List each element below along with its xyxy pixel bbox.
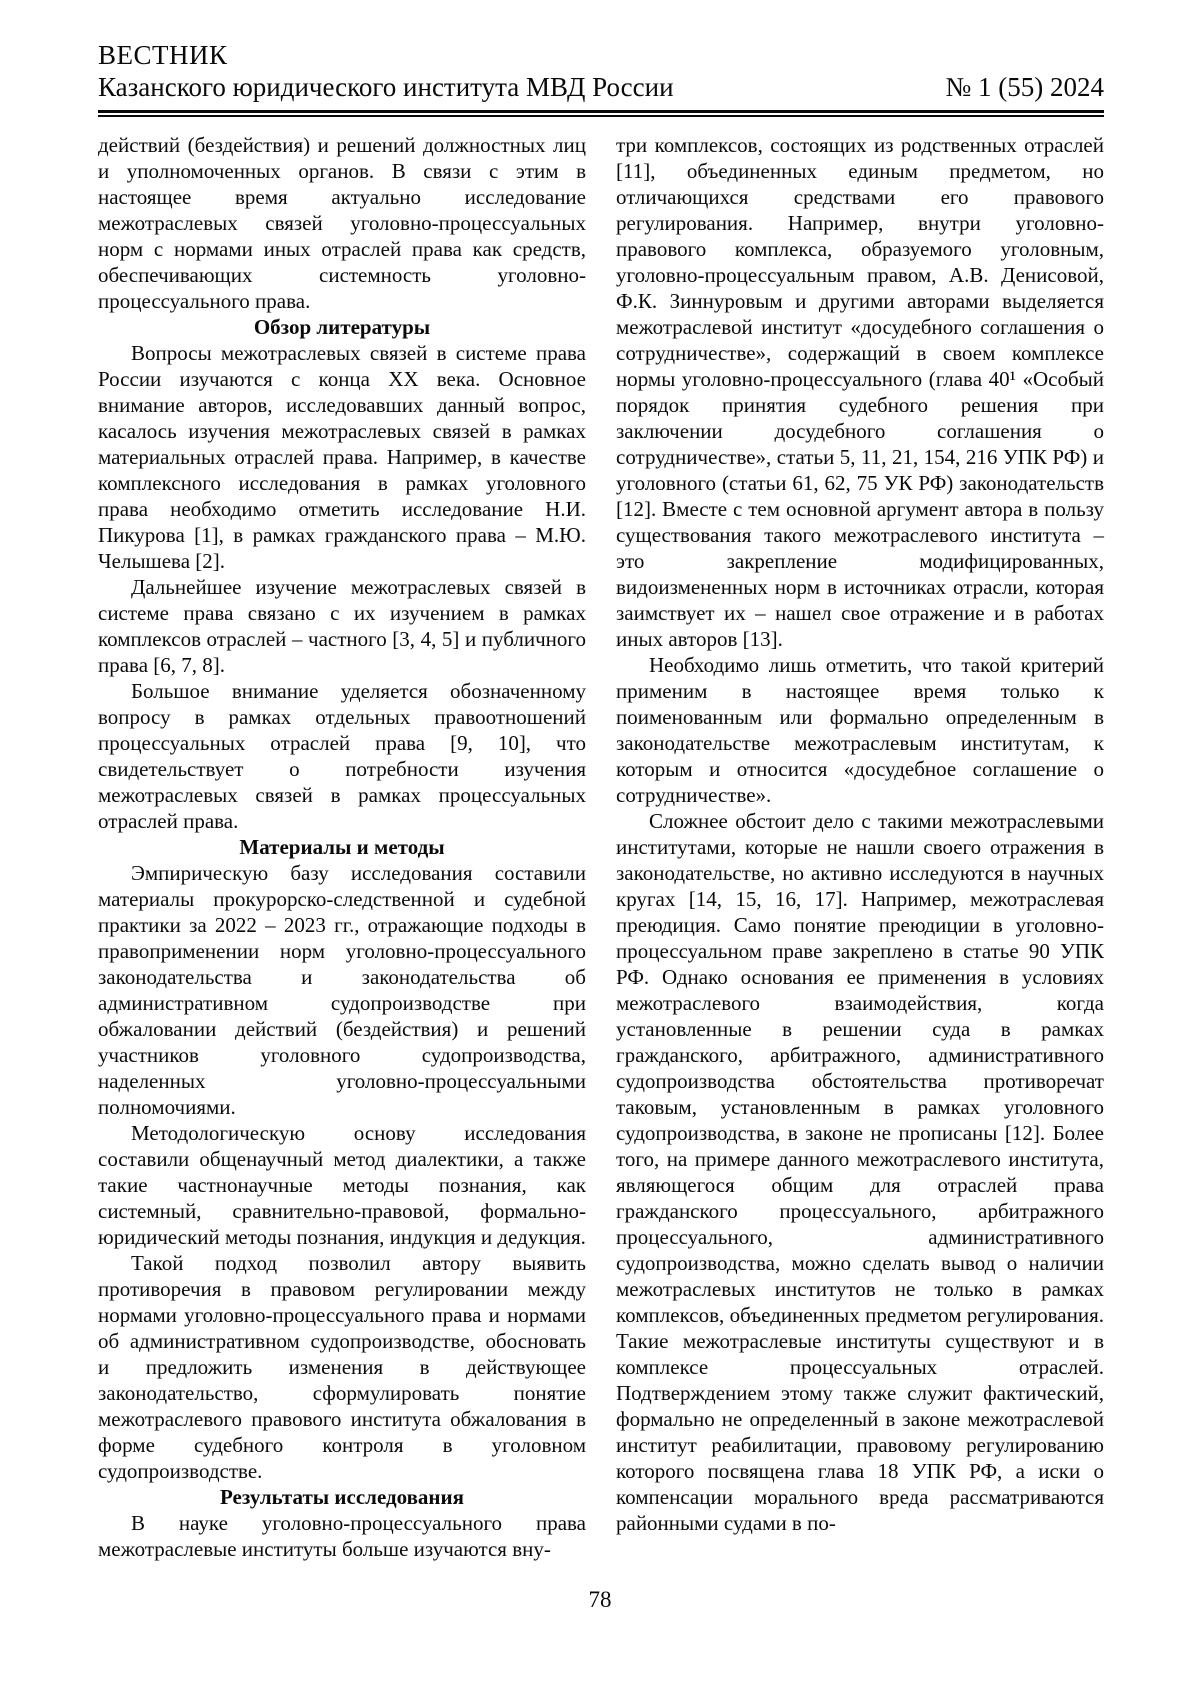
journal-subtitle: Казанского юридического института МВД России [98,72,674,102]
paragraph: Эмпирическую базу исследования составили материалы прокурорско-следственной и судебной практики за 2022 – 2023 гг., отражающие подходы в правоприменении норм уголовно-процессуального законодательства и законодательства об административном судопроизводстве при обжаловании действий (бездействия) и решений участников уголовного судопроизводства, наделенных уголовно-процессуальными полномочиями. [98,861,586,1119]
section-heading-literature-review: Обзор литературы [253,315,431,339]
paragraph: Сложнее обстоит дело с такими межотраслевыми институтами, которые не нашли своего отражения в законодательстве, но активно исследуются в научных кругах [14, 15, 16, 17]. Например, межотраслевая преюдиция. Само понятие преюдиции в уголовно-процессуальном праве закреплено в статье 90 УПК РФ. Однако основания ее применения в условиях межотраслевого взаимодействия, когда установленные в решении суда в рамках гражданского, арбитражного, административного судопроизводства обстоятельства противоречат таковым, установленным в рамках уголовного судопроизводства, в законе не прописаны [12]. Более того, на примере данного межотраслевого института, являющегося общим для отраслей права гражданского процессуального, арбитражного процессуального, административного судопроизводства, можно сделать вывод о наличии межотраслевых институтов не только в рамках комплексов, объединенных предметом регулирования. Такие межотраслевые институты существуют и в комплексе процессуальных отраслей. Подтверждением этому также служит фактический, формально не определенный в законе межотраслевой институт реабилитации, правовому регулированию которого посвящена глава 18 УПК РФ, а иски о компенсации морального вреда рассматриваются районными судами в по- [616,809,1104,1535]
paragraph: Такой подход позволил автору выявить противоречия в правовом регулировании между нормами уголовно-процессуального права и нормами об административном судопроизводстве, обосновать и предложить изменения в действующее законодательство, сформулировать понятие межотраслевого правового института обжалования в форме судебного контроля в уголовном судопроизводстве. [98,1251,586,1483]
header-subtitle-row [98,71,1104,103]
section-heading-research-results: Результаты исследования [220,1485,464,1509]
article-body [0,117,1200,1562]
paragraph: Вопросы межотраслевых связей в системе права России изучаются с конца XX века. Основное внимание авторов, исследовавших данный вопрос, касалось изучения межотраслевых связей в рамках материальных отраслей права. Например, в качестве комплексного исследования в рамках уголовного права необходимо отметить исследование Н.И. Пикурова [1], в рамках гражданского права – М.Ю. Челышева [2]. [98,341,586,573]
section-heading-materials-methods: Материалы и методы [239,835,445,859]
paragraph: Необходимо лишь отметить, что такой критерий применим в настоящее время только к поименованным или формально определенным в законодательстве межотраслевым институтам, к которым и относится «досудебное соглашение о сотрудничестве». [616,653,1104,807]
header-double-rule [98,110,1104,117]
page-number: 78 [588,1587,612,1612]
paragraph: Методологическую основу исследования составили общенаучный метод диалектики, а также такие частнонаучные методы познания, как системный, сравнительно-правовой, формально-юридический методы познания, индукция и дедукция. [98,1121,586,1249]
article-column-right [616,132,1104,1562]
paragraph: действий (бездействия) и решений должностных лиц и уполномоченных органов. В связи с этим в настоящее время актуально исследование межотраслевых связей уголовно-процессуальных норм с нормами иных отраслей права как средств, обеспечивающих системность уголовно-процессуального права. [98,133,586,313]
paragraph: В науке уголовно-процессуального права межотраслевые институты больше изучаются вну- [98,1511,586,1561]
journal-title: ВЕСТНИК [98,40,228,70]
article-column-left [98,132,586,1562]
paragraph: Дальнейшее изучение межотраслевых связей в системе права связано с их изучением в рамках комплексов отраслей – частного [3, 4, 5] и публичного права [6, 7, 8]. [98,575,586,677]
page-footer [0,1586,1200,1614]
paragraph: три комплексов, состоящих из родственных отраслей [11], объединенных единым предметом, но отличающихся средствами его правового регулирования. Например, внутри уголовно-правового комплекса, образуемого уголовным, уголовно-процессуальным правом, А.В. Денисовой, Ф.К. Зиннуровым и другими авторами выделяется межотраслевой институт «досудебного соглашения о сотрудничестве», содержащий в своем комплексе нормы уголовно-процессуального (глава 40¹ «Особый порядок принятия судебного решения при заключении досудебного соглашения о сотрудничестве», статьи 5, 11, 21, 154, 216 УПК РФ) и уголовного (статьи 61, 62, 75 УК РФ) законодательств [12]. Вместе с тем основной аргумент автора в пользу существования такого межотраслевого института – это закрепление модифицированных, видоизмененных норм в источниках отрасли, которая заимствует их – нашел свое отражение и в работах иных авторов [13]. [616,133,1104,651]
issue-number: № 1 (55) 2024 [945,72,1104,102]
paragraph: Большое внимание уделяется обозначенному вопросу в рамках отдельных правоотношений процессуальных отраслей права [9, 10], что свидетельствует о потребности изучения межотраслевых связей в рамках процессуальных отраслей права. [98,679,586,833]
page-header [0,0,1200,103]
